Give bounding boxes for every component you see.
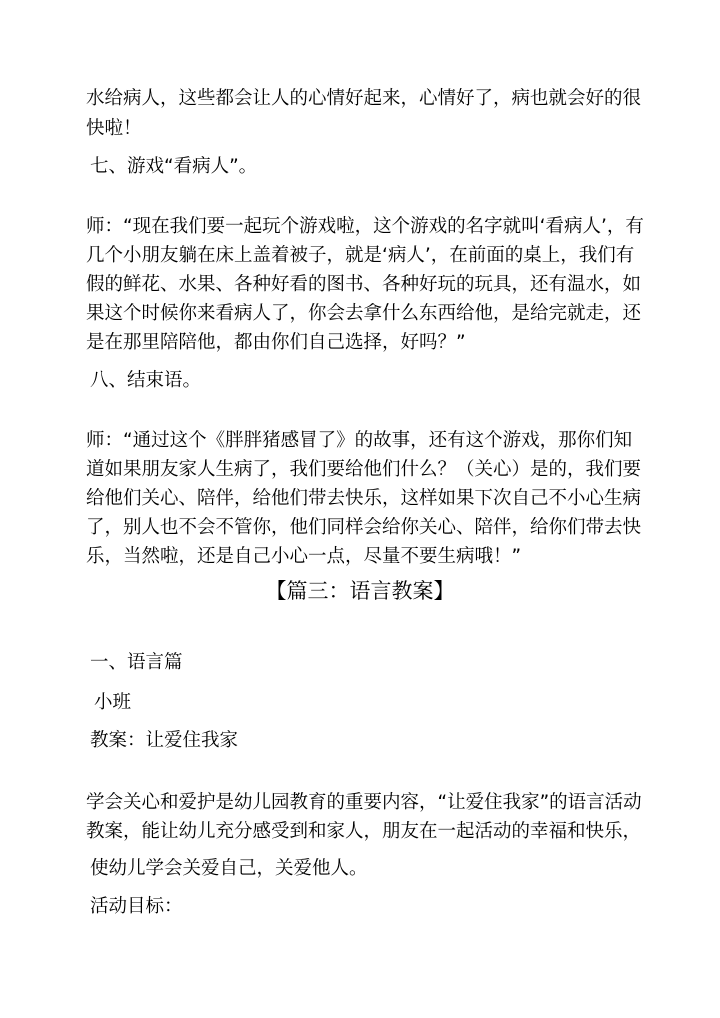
class-label: 小班 — [94, 692, 132, 713]
paragraph-line: 教案，能让幼儿充分感受到和家人，朋友在一起活动的幸福和快乐， — [86, 821, 642, 842]
part-title: 一、语言篇 — [90, 652, 183, 673]
paragraph-line: 是在那里陪陪他，都由你们自己选择，好吗？” — [86, 332, 466, 353]
section-title: 七、游戏“看病人”。 — [90, 156, 258, 177]
goals-label: 活动目标： — [90, 896, 183, 917]
lesson-title: 教案：让爱住我家 — [90, 730, 239, 751]
paragraph-line: 乐，当然啦，还是自己小心一点，尽量不要生病哦！” — [86, 546, 522, 567]
paragraph-line: 快啦！ — [86, 118, 142, 139]
paragraph-line: 假的鲜花、水果、各种好看的图书、各种好玩的玩具，还有温水，如 — [86, 274, 642, 295]
chapter-heading: 【篇三：语言教案】 — [265, 579, 455, 603]
paragraph-line: 果这个时候你来看病人了，你会去拿什么东西给他，是给完就走，还 — [86, 303, 642, 324]
paragraph-line: 师：“现在我们要一起玩个游戏啦，这个游戏的名字就叫‘看病人’，有 — [86, 216, 644, 237]
section-title: 八、结束语。 — [90, 370, 202, 391]
paragraph-line: 学会关心和爱护是幼儿园教育的重要内容，“让爱住我家”的语言活动 — [86, 792, 642, 813]
paragraph-line: 师：“通过这个《胖胖猪感冒了》的故事，还有这个游戏，那你们知 — [86, 430, 633, 451]
paragraph-line: 使幼儿学会关爱自己，关爱他人。 — [90, 858, 368, 879]
paragraph-line: 给他们关心、陪伴，给他们带去快乐，这样如果下次自己不小心生病 — [86, 488, 642, 509]
paragraph-line: 几个小朋友躺在床上盖着被子，就是‘病人’，在前面的桌上，我们有 — [86, 245, 635, 266]
paragraph-line: 道如果朋友家人生病了，我们要给他们什么？（关心）是的，我们要 — [86, 459, 642, 480]
paragraph-line: 水给病人，这些都会让人的心情好起来，心情好了，病也就会好的很 — [86, 88, 642, 109]
paragraph-line: 了，别人也不会不管你，他们同样会给你关心、陪伴，给你们带去快 — [86, 517, 642, 538]
